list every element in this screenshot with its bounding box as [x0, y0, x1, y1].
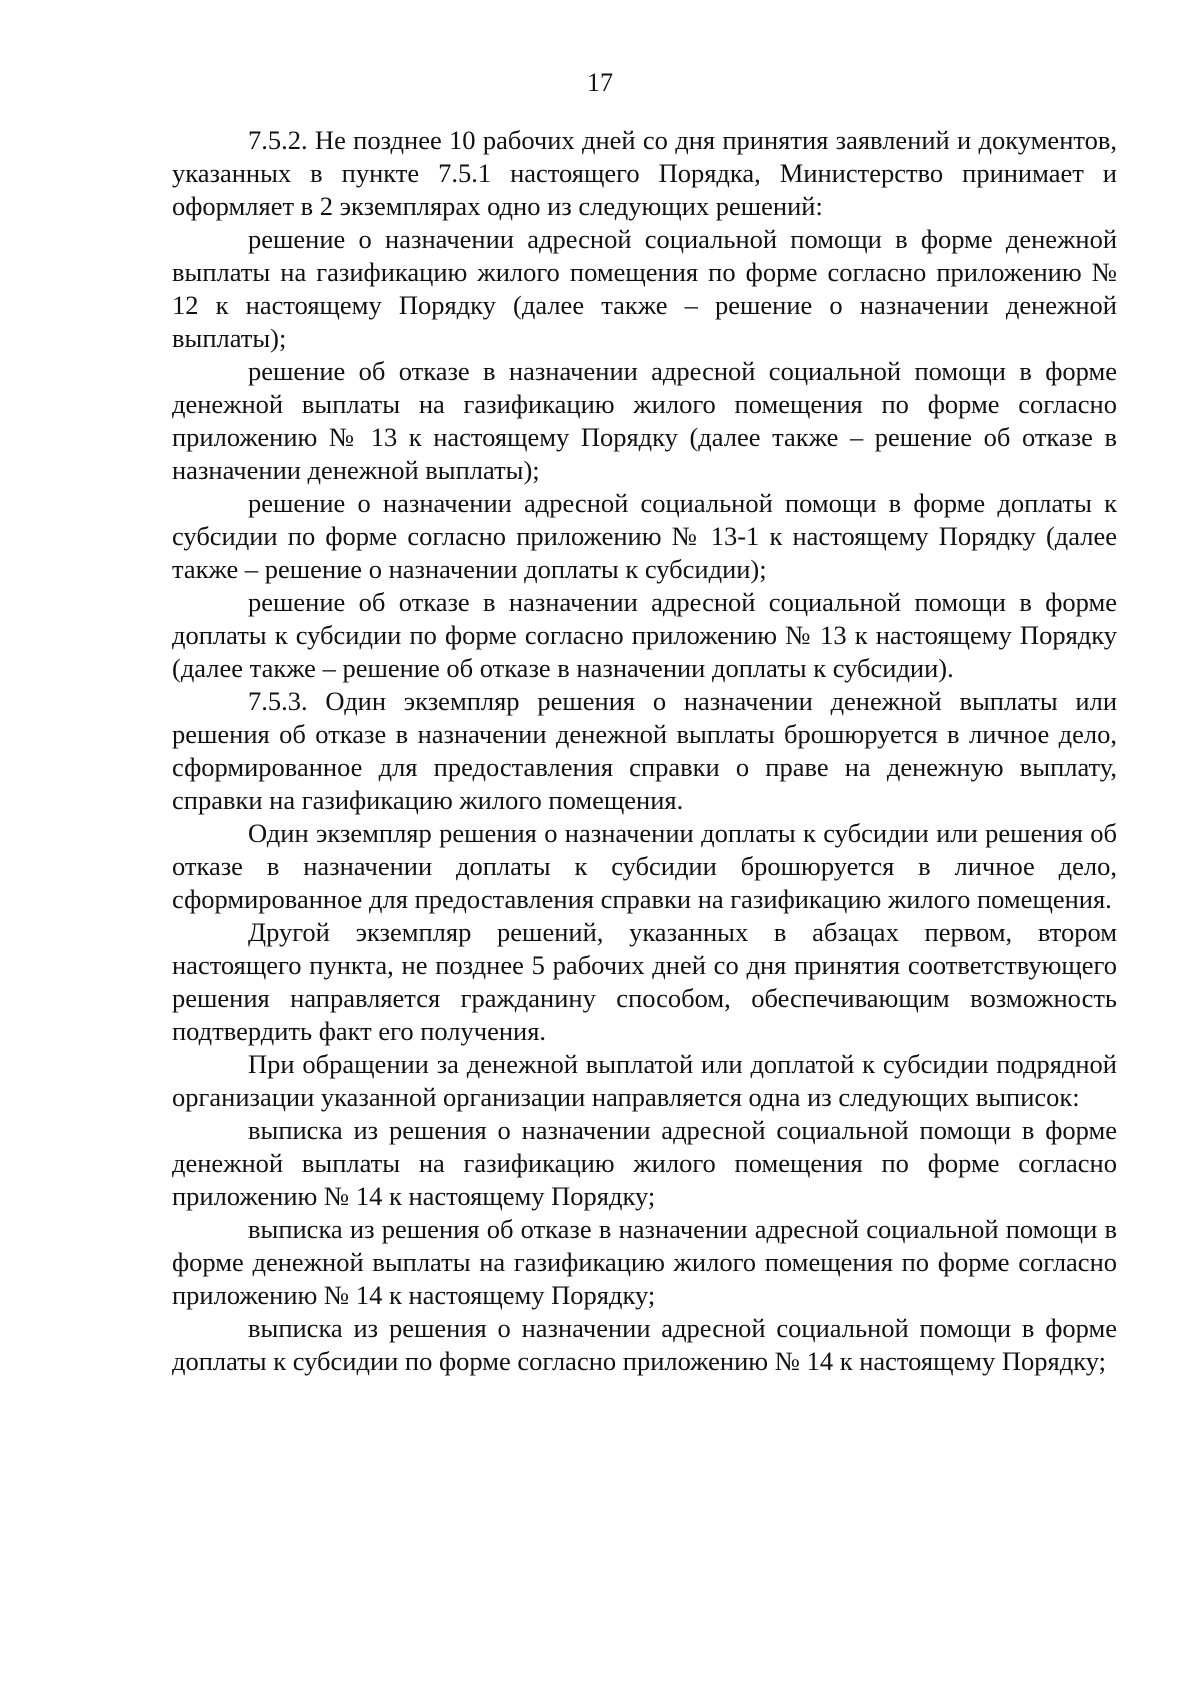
paragraph: выписка из решения об отказе в назначении адресной социальной помощи в форме денежной выплаты на газификацию жилого помещения по форме согласно приложению № 14 к настоящему Порядку; — [172, 1214, 1117, 1310]
paragraph: Один экземпляр решения о назначении доплаты к субсидии или решения об отказе в назначении доплаты к субсидии брошюруется в личное дело, сформированное для предоставления справки на газификацию жилого помещения. — [172, 818, 1117, 914]
paragraph: выписка из решения о назначении адресной социальной помощи в форме денежной выплаты на газификацию жилого помещения по форме согласно приложению № 14 к настоящему Порядку; — [172, 1115, 1117, 1211]
page-number: 17 — [587, 68, 613, 97]
paragraph: выписка из решения о назначении адресной социальной помощи в форме доплаты к субсидии по форме согласно приложению № 14 к настоящему Порядку; — [172, 1313, 1117, 1376]
document-body — [172, 124, 1117, 1378]
paragraph: решение об отказе в назначении адресной социальной помощи в форме доплаты к субсидии по форме согласно приложению № 13 к настоящему Порядку (далее также – решение об отказе в назначении доплаты к субсидии). — [172, 587, 1117, 683]
paragraph: 7.5.3. Один экземпляр решения о назначении денежной выплаты или решения об отказе в назначении денежной выплаты брошюруется в личное дело, сформированное для предоставления справки о праве на денежную выплату, справки на газификацию жилого помещения. — [172, 686, 1117, 815]
paragraph: Другой экземпляр решений, указанных в абзацах первом, втором настоящего пункта, не позднее 5 рабочих дней со дня принятия соответствующего решения направляется гражданину способом, обеспечивающим возможность подтвердить факт его получения. — [172, 917, 1117, 1046]
paragraph: решение об отказе в назначении адресной социальной помощи в форме денежной выплаты на газификацию жилого помещения по форме согласно приложению № 13 к настоящему Порядку (далее также – решение об отказе в назначении денежной выплаты); — [172, 356, 1117, 485]
paragraph: решение о назначении адресной социальной помощи в форме доплаты к субсидии по форме согласно приложению № 13-1 к настоящему Порядку (далее также – решение о назначении доплаты к субсидии); — [172, 488, 1117, 584]
paragraph: решение о назначении адресной социальной помощи в форме денежной выплаты на газификацию жилого помещения по форме согласно приложению № 12 к настоящему Порядку (далее также – решение о назначении денежной выплаты); — [172, 224, 1117, 353]
paragraph: При обращении за денежной выплатой или доплатой к субсидии подрядной организации указанной организации направляется одна из следующих выписок: — [172, 1049, 1117, 1112]
paragraph: 7.5.2. Не позднее 10 рабочих дней со дня принятия заявлений и документов, указанных в пункте 7.5.1 настоящего Порядка, Министерство принимает и оформляет в 2 экземплярах одно из следующих решений: — [172, 125, 1117, 221]
